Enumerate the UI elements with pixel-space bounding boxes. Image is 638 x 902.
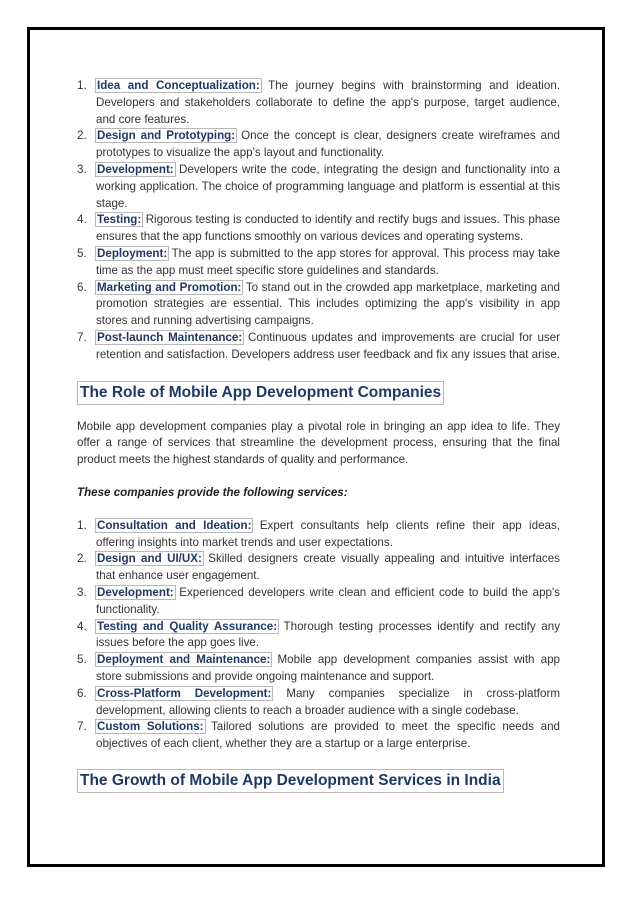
list-description: Expert consultants help clients refine their app ideas, offering insights into market trends and user expectations. [96,518,560,549]
list-term: Development: [97,162,174,176]
list-item [77,280,560,330]
list-description: Experienced developers write clean and efficient code to build the app's functionality. [96,585,560,616]
section-heading-role: The Role of Mobile App Development Companies [77,381,444,405]
process-steps-list [77,78,560,364]
list-term: Testing: [97,213,142,227]
list-number: 5. [77,653,87,667]
list-item [77,619,560,653]
list-number: 3. [77,162,87,176]
list-term: Development: [97,585,174,599]
list-item [77,585,560,619]
list-term: Consultation and Ideation: [97,518,252,532]
list-term: Cross-Platform Development: [97,686,272,700]
list-number: 1. [77,518,87,532]
list-number: 6. [77,280,87,294]
list-description: Continuous updates and improvements are crucial for user retention and satisfaction. Developers address user feedback and fix any issues that arise. [96,330,561,361]
list-item [77,330,560,364]
list-description: The app is submitted to the app stores for approval. This process may take time as the app must meet specific store guidelines and standards. [96,246,560,277]
list-description: The journey begins with brainstorming and ideation. Developers and stakeholders collaborate to define the app's purpose, target audience, and core features. [96,79,560,126]
list-term: Design and Prototyping: [97,129,236,143]
list-item [77,212,560,246]
list-item [77,686,560,720]
list-term: Marketing and Promotion: [97,280,242,294]
list-description: Many companies specialize in cross-platform development, allowing clients to reach a broader audience with a single codebase. [96,686,560,717]
list-number: 7. [77,330,87,344]
list-term: Deployment: [97,246,168,260]
list-description: Mobile app development companies assist with app store submissions and provide ongoing maintenance and support. [96,653,560,683]
list-item [77,128,560,162]
list-number: 6. [77,686,87,700]
document-content [77,78,560,793]
list-description: Skilled designers create visually appealing and intuitive interfaces that enhance user engagement. [96,552,560,583]
list-item [77,652,560,686]
services-list [77,518,560,753]
list-description: Tailored solutions are provided to meet the specific needs and objectives of each client, whether they are a startup or a large enterprise. [96,720,560,751]
list-item [77,551,560,585]
list-item [77,518,560,552]
list-item [77,246,560,280]
list-number: 2. [77,129,87,143]
list-term: Idea and Conceptualization: [97,79,260,92]
list-term: Custom Solutions: [97,720,204,734]
list-number: 1. [77,79,87,92]
list-number: 4. [77,619,87,633]
list-number: 5. [77,246,87,260]
services-intro: These companies provide the following services: [77,485,348,499]
list-term: Testing and Quality Assurance: [97,619,278,633]
list-description: Thorough testing processes identify and rectify any issues before the app goes live. [96,619,560,650]
list-term: Design and UI/UX: [97,552,202,566]
list-number: 3. [77,585,87,599]
list-description: Developers write the code, integrating the design and functionality into a working application. The choice of programming language and platform is essential at this stage. [96,162,560,210]
list-description: Once the concept is clear, designers create wireframes and prototypes to visualize the app's layout and functionality. [96,129,560,160]
role-paragraph: Mobile app development companies play a pivotal role in bringing an app idea to life. They offer a range of services that streamline the development process, ensuring that the final product meets the highest standards of quality and performance. [77,419,560,467]
list-item [77,719,560,753]
list-number: 7. [77,720,87,734]
list-number: 4. [77,213,87,227]
list-item [77,78,560,128]
list-item [77,162,560,212]
list-description: To stand out in the crowded app marketplace, marketing and promotion strategies are essential. This includes optimizing the app's visibility in app stores and running advertising campaigns. [96,280,560,328]
list-number: 2. [77,552,87,566]
list-term: Deployment and Maintenance: [97,653,271,667]
section-heading-growth: The Growth of Mobile App Development Services in India [77,769,504,793]
list-description: Rigorous testing is conducted to identify and rectify bugs and issues. This phase ensures that the app functions smoothly on various devices and operating systems. [96,213,560,244]
list-term: Post-launch Maintenance: [97,330,243,344]
